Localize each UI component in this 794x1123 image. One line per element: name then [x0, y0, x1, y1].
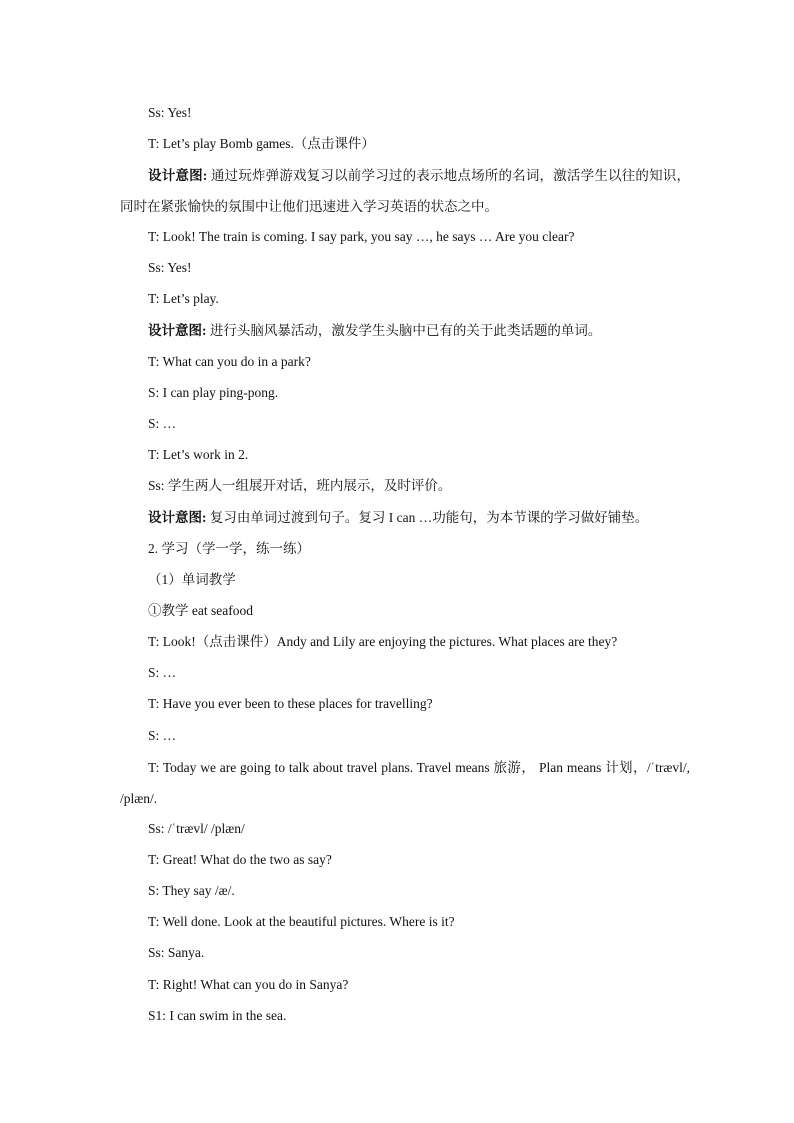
dialogue-line: T: Great! What do the two as say? — [148, 852, 332, 867]
travel-paragraph: T: Today we are going to talk about travel plans. Travel means 旅游， Plan means 计划，/ˈtrævl/, /plæn/. — [120, 760, 690, 806]
design-intent-label: 设计意图: — [148, 168, 208, 183]
dialogue-line: S: … — [148, 416, 177, 431]
design-intent-text: 复习由单词过渡到句子。复习 I can …功能句，为本节课的学习做好铺垫。 — [206, 510, 649, 525]
dialogue-line: Ss: Sanya. — [148, 945, 205, 960]
design-intent-text: 通过玩炸弹游戏复习以前学习过的表示地点场所的名词，激活学生以往的知识，同时在紧张愉快的氛围中让他们迅速进入学习英语的状态之中。 — [120, 168, 690, 214]
dialogue-line: T: Well done. Look at the beautiful pictures. Where is it? — [148, 914, 455, 929]
design-intent-text: 进行头脑风暴活动，激发学生头脑中已有的关于此类话题的单词。 — [206, 323, 602, 338]
dialogue-line: S: … — [148, 665, 177, 680]
dialogue-line: S: I can play ping-pong. — [148, 385, 279, 400]
design-intent-paragraph — [120, 160, 690, 222]
dialogue-line: T: Let’s work in 2. — [148, 447, 249, 462]
dialogue-line: S: They say /æ/. — [148, 883, 235, 898]
dialogue-line: S: … — [148, 728, 177, 743]
design-intent-label: 设计意图: — [148, 323, 207, 338]
dialogue-line: Ss: /ˈtrævl/ /plæn/ — [148, 821, 245, 836]
dialogue-line: T: Let’s play Bomb games.（点击课件） — [148, 136, 375, 151]
dialogue-line: T: Right! What can you do in Sanya? — [148, 977, 349, 992]
dialogue-line: T: Look!（点击课件）Andy and Lily are enjoying the pictures. What places are they? — [148, 634, 618, 649]
dialogue-line: T: What can you do in a park? — [148, 354, 311, 369]
section-heading: 2. 学习（学一学，练一练） — [148, 541, 310, 556]
dialogue-line: T: Have you ever been to these places for travelling? — [148, 696, 433, 711]
subsection-heading: （1）单词教学 — [148, 572, 236, 587]
design-intent-label: 设计意图: — [148, 510, 207, 525]
dialogue-line: Ss: Yes! — [148, 105, 192, 120]
item-heading: ①教学 eat seafood — [148, 603, 253, 618]
dialogue-line: T: Let’s play. — [148, 291, 219, 306]
design-intent-paragraph — [120, 502, 690, 533]
dialogue-line: Ss: 学生两人一组展开对话，班内展示，及时评价。 — [148, 478, 452, 493]
dialogue-line: S1: I can swim in the sea. — [148, 1008, 287, 1023]
dialogue-line: T: Look! The train is coming. I say park, you say …, he says … Are you clear? — [148, 229, 575, 244]
dialogue-line: Ss: Yes! — [148, 260, 192, 275]
design-intent-paragraph — [120, 315, 690, 346]
